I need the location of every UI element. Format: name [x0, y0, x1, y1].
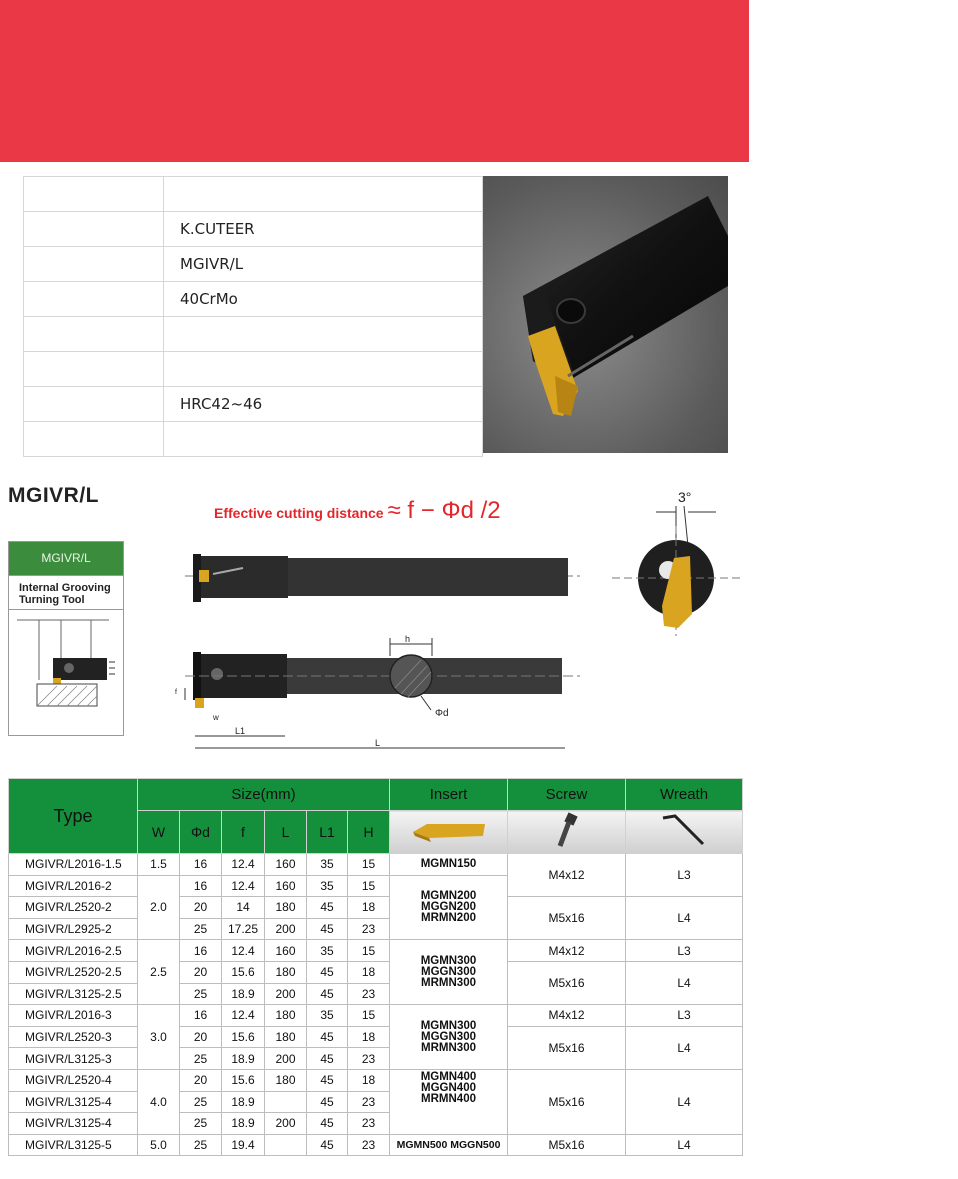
cell-l: 200	[265, 918, 307, 940]
model-title: MGIVR/L	[8, 484, 99, 507]
card-header: MGIVR/L	[9, 542, 123, 576]
cell-screw: M5x16	[508, 1134, 626, 1156]
insert-code: MGMN300	[420, 954, 477, 967]
cell-insert	[390, 1069, 508, 1134]
cell-l1: 35	[307, 1005, 348, 1027]
tool-drawing	[175, 548, 580, 758]
cell-wreath: L4	[626, 1069, 743, 1134]
cell-type: MGIVR/L2016-1.5	[9, 854, 138, 876]
formula-expression: ≈ f − Φd /2	[387, 497, 501, 524]
cell-insert: MGMN150	[390, 854, 508, 876]
spec-value	[164, 422, 483, 457]
spec-value-brand: K.CUTEER	[164, 212, 483, 247]
spec-value	[164, 352, 483, 387]
cell-h: 15	[348, 940, 390, 962]
header-wreath: Wreath	[626, 779, 743, 811]
card-description	[9, 576, 123, 610]
wrench-picture	[626, 811, 743, 854]
cell-f: 18.9	[222, 1048, 265, 1070]
boring-bar-illustration	[483, 176, 728, 453]
cell-h: 23	[348, 918, 390, 940]
card-desc-line: Turning Tool	[19, 594, 85, 606]
cell-l1: 45	[307, 983, 348, 1005]
cell-d: 20	[180, 961, 222, 983]
cell-type: MGIVR/L2520-3	[9, 1026, 138, 1048]
cell-f: 18.9	[222, 1091, 265, 1113]
insert-code: MRMN400	[421, 1092, 476, 1105]
cell-f: 12.4	[222, 854, 265, 876]
cell-wreath: L4	[626, 897, 743, 940]
cell-f: 12.4	[222, 1005, 265, 1027]
cell-l1: 45	[307, 1048, 348, 1070]
cell-h: 23	[348, 983, 390, 1005]
cell-l: 160	[265, 940, 307, 962]
cell-type: MGIVR/L2925-2	[9, 918, 138, 940]
product-photo	[483, 176, 728, 453]
header-type: Type	[9, 779, 138, 854]
card-desc-line: Internal Grooving	[19, 582, 111, 594]
header-insert: Insert	[390, 779, 508, 811]
cell-f: 15.6	[222, 1026, 265, 1048]
cell-type: MGIVR/L3125-5	[9, 1134, 138, 1156]
cell-f: 15.6	[222, 1069, 265, 1091]
cell-h: 18	[348, 961, 390, 983]
header-phid: Φd	[180, 811, 222, 854]
header-size: Size(mm)	[138, 779, 390, 811]
insert-code: MGGN300	[421, 1030, 476, 1043]
cell-d: 16	[180, 875, 222, 897]
cell-wreath: L4	[626, 1026, 743, 1069]
dim-phi-d: Φd	[435, 708, 449, 719]
cell-h: 23	[348, 1048, 390, 1070]
insert-code: MRMN300	[421, 976, 476, 989]
cell-h: 18	[348, 1069, 390, 1091]
insert-code: MGMN200	[420, 889, 477, 902]
cell-insert	[390, 940, 508, 1005]
cell-l1: 45	[307, 1069, 348, 1091]
cell-type: MGIVR/L3125-3	[9, 1048, 138, 1070]
cell-type: MGIVR/L3125-4	[9, 1091, 138, 1113]
header-l1: L1	[307, 811, 348, 854]
cell-h: 23	[348, 1134, 390, 1156]
insert-code: MRMN300	[421, 1041, 476, 1054]
cell-l1: 45	[307, 897, 348, 919]
spec-key	[24, 247, 164, 282]
cell-screw: M5x16	[508, 1069, 626, 1134]
cell-screw: M5x16	[508, 897, 626, 940]
screw-icon	[552, 812, 582, 850]
spec-key	[24, 282, 164, 317]
cell-wreath: L4	[626, 1134, 743, 1156]
cell-f: 15.6	[222, 961, 265, 983]
cell-f: 12.4	[222, 875, 265, 897]
cell-w: 5.0	[138, 1134, 180, 1156]
spec-value-model: MGIVR/L	[164, 247, 483, 282]
cell-l: 180	[265, 961, 307, 983]
insert-picture	[390, 811, 508, 854]
cell-w: 2.0	[138, 875, 180, 940]
cell-f: 17.25	[222, 918, 265, 940]
cell-d: 25	[180, 1048, 222, 1070]
top-banner	[0, 0, 749, 162]
cell-l1: 45	[307, 1091, 348, 1113]
cell-wreath: L3	[626, 940, 743, 962]
cell-l: 160	[265, 875, 307, 897]
cell-screw: M4x12	[508, 1005, 626, 1027]
cell-w: 3.0	[138, 1005, 180, 1070]
cell-d: 25	[180, 1091, 222, 1113]
dim-w: w	[213, 713, 219, 722]
cell-f: 12.4	[222, 940, 265, 962]
cell-d: 20	[180, 1069, 222, 1091]
cell-h: 23	[348, 1113, 390, 1135]
cell-l1: 35	[307, 875, 348, 897]
header-screw: Screw	[508, 779, 626, 811]
cell-d: 20	[180, 1026, 222, 1048]
cell-type: MGIVR/L2016-2	[9, 875, 138, 897]
insert-code: MGMN400	[420, 1070, 477, 1083]
cell-type: MGIVR/L2016-3	[9, 1005, 138, 1027]
spec-key	[24, 352, 164, 387]
cell-l: 200	[265, 1113, 307, 1135]
cell-f: 18.9	[222, 983, 265, 1005]
table-row	[9, 1026, 743, 1048]
table-row	[9, 961, 743, 983]
cell-d: 20	[180, 897, 222, 919]
cell-d: 25	[180, 983, 222, 1005]
insert-code: MGGN300	[421, 965, 476, 978]
cell-type: MGIVR/L2520-4	[9, 1069, 138, 1091]
cell-type: MGIVR/L3125-4	[9, 1113, 138, 1135]
cell-h: 18	[348, 897, 390, 919]
dim-l1: L1	[235, 726, 246, 736]
cell-l1: 45	[307, 918, 348, 940]
insert-code: MGGN200	[421, 900, 476, 913]
cell-l: 180	[265, 1005, 307, 1027]
cell-l: 180	[265, 1069, 307, 1091]
cell-l: 160	[265, 854, 307, 876]
spec-key	[24, 317, 164, 352]
spec-table	[23, 176, 483, 457]
insert-icon	[409, 818, 489, 844]
cell-wreath: L4	[626, 961, 743, 1004]
cell-l	[265, 1134, 307, 1156]
cell-d: 16	[180, 940, 222, 962]
cell-insert	[390, 1005, 508, 1070]
insert-code: MGMN300	[420, 1019, 477, 1032]
cell-l1: 35	[307, 940, 348, 962]
cell-h: 23	[348, 1091, 390, 1113]
cell-d: 16	[180, 854, 222, 876]
cell-type: MGIVR/L2520-2.5	[9, 961, 138, 983]
spec-key	[24, 422, 164, 457]
table-row	[9, 854, 743, 876]
insert-code: MGGN400	[421, 1081, 476, 1094]
cell-l1: 35	[307, 854, 348, 876]
end-view-drawing	[612, 486, 742, 636]
cell-screw: M5x16	[508, 961, 626, 1004]
spec-value-hardness: HRC42~46	[164, 387, 483, 422]
grooving-schematic	[9, 610, 123, 734]
cell-f: 19.4	[222, 1134, 265, 1156]
cell-l: 200	[265, 1048, 307, 1070]
cell-insert	[390, 875, 508, 940]
insert-code: MRMN200	[421, 911, 476, 924]
table-row	[9, 1069, 743, 1091]
cell-w: 2.5	[138, 940, 180, 1005]
header-h: H	[348, 811, 390, 854]
effective-distance-formula	[214, 497, 501, 525]
cell-l: 200	[265, 983, 307, 1005]
table-row	[9, 940, 743, 962]
cell-l	[265, 1091, 307, 1113]
formula-label: Effective cutting distance	[214, 505, 384, 521]
cell-d: 25	[180, 918, 222, 940]
cell-l: 180	[265, 897, 307, 919]
cell-wreath: L3	[626, 1005, 743, 1027]
table-row	[9, 1005, 743, 1027]
cell-l1: 45	[307, 1134, 348, 1156]
cell-w: 1.5	[138, 854, 180, 876]
cell-screw: M5x16	[508, 1026, 626, 1069]
cell-h: 15	[348, 854, 390, 876]
tool-type-card	[8, 541, 124, 736]
header-l: L	[265, 811, 307, 854]
spec-value-material: 40CrMo	[164, 282, 483, 317]
cell-screw: M4x12	[508, 940, 626, 962]
spec-value	[164, 317, 483, 352]
cell-l1: 45	[307, 1113, 348, 1135]
cell-type: MGIVR/L2520-2	[9, 897, 138, 919]
cell-insert: MGMN500 MGGN500	[390, 1134, 508, 1156]
cell-screw: M4x12	[508, 854, 626, 897]
cell-d: 25	[180, 1113, 222, 1135]
dim-h: h	[405, 634, 411, 644]
header-w: W	[138, 811, 180, 854]
cell-f: 14	[222, 897, 265, 919]
cell-type: MGIVR/L3125-2.5	[9, 983, 138, 1005]
header-f: f	[222, 811, 265, 854]
hex-key-icon	[659, 812, 709, 850]
cell-w: 4.0	[138, 1069, 180, 1134]
cell-type: MGIVR/L2016-2.5	[9, 940, 138, 962]
cell-d: 25	[180, 1134, 222, 1156]
cell-f: 18.9	[222, 1113, 265, 1135]
table-row	[9, 897, 743, 919]
cell-l1: 45	[307, 961, 348, 983]
cell-l: 180	[265, 1026, 307, 1048]
specification-table	[8, 778, 743, 1156]
spec-key	[24, 387, 164, 422]
spec-key	[24, 212, 164, 247]
dim-f: f	[175, 689, 177, 696]
cell-h: 15	[348, 875, 390, 897]
spec-value	[164, 177, 483, 212]
cell-l1: 45	[307, 1026, 348, 1048]
cell-h: 15	[348, 1005, 390, 1027]
cell-wreath: L3	[626, 854, 743, 897]
dim-l: L	[375, 738, 381, 748]
dim-angle: 3°	[678, 489, 692, 505]
spec-key	[24, 177, 164, 212]
screw-picture	[508, 811, 626, 854]
table-row	[9, 1134, 743, 1156]
cell-d: 16	[180, 1005, 222, 1027]
cell-h: 18	[348, 1026, 390, 1048]
